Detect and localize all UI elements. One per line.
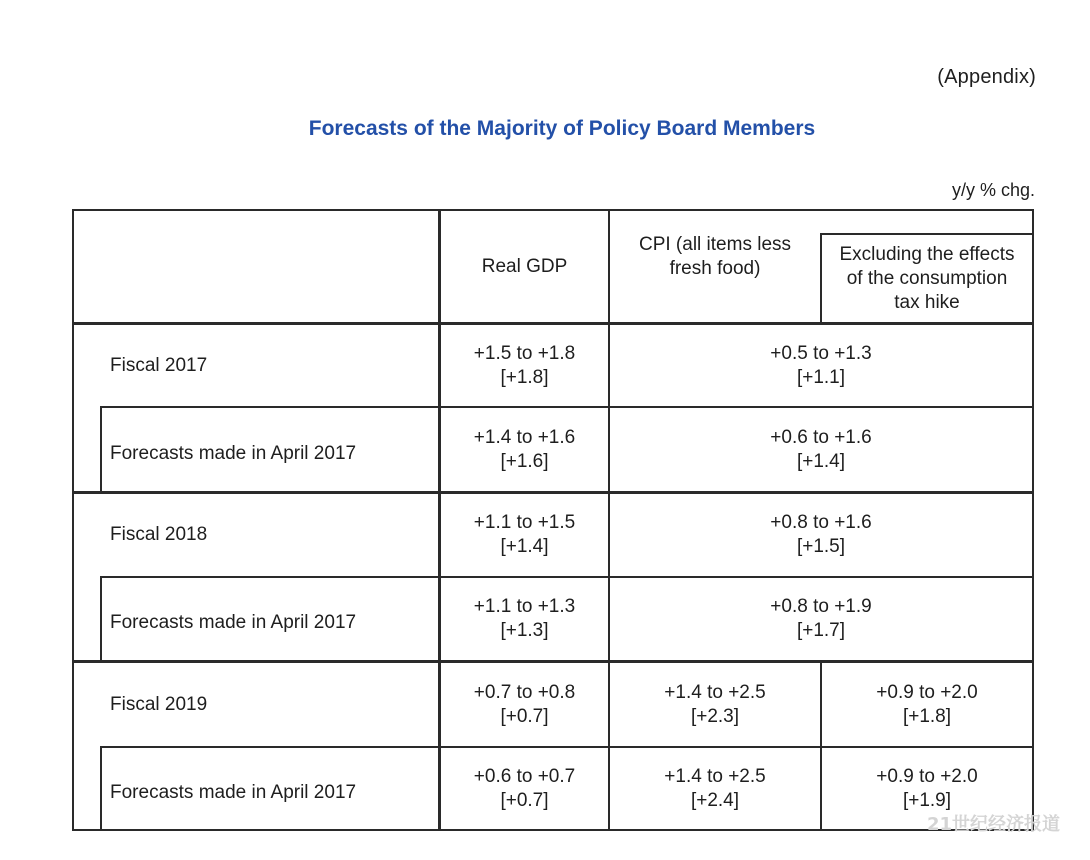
gdp-value: +1.1 to +1.3 [+1.3]	[473, 596, 576, 641]
excl-value: +0.9 to +2.0 [+1.8]	[876, 681, 978, 727]
row-label: Fiscal 2018	[110, 524, 208, 545]
row-label: Fiscal 2019	[110, 693, 208, 715]
forecast-table	[72, 209, 1034, 831]
excl-value: +0.9 to +2.0 [+1.9]	[876, 765, 978, 811]
table-border-left	[72, 209, 74, 831]
table-border-right	[1032, 209, 1034, 831]
cpi-value: +0.6 to +1.6 [+1.4]	[770, 426, 872, 472]
cpi-value: +0.8 to +1.6 [+1.5]	[770, 512, 872, 557]
cpi-value: +1.4 to +2.5 [+2.3]	[664, 681, 766, 727]
cpi-value: +1.4 to +2.5 [+2.4]	[664, 765, 766, 811]
header-real-gdp: Real GDP	[481, 255, 568, 277]
gdp-value: +1.1 to +1.5 [+1.4]	[473, 512, 576, 557]
watermark: 21世纪经济报道	[926, 814, 1060, 835]
row-label: Forecasts made in April 2017	[110, 442, 357, 464]
gdp-value: +0.7 to +0.8 [+0.7]	[473, 681, 576, 727]
row-label: Forecasts made in April 2017	[110, 781, 357, 803]
header-excl-tax-hike: Excluding the effects of the consumption tax hike	[839, 243, 1015, 313]
indent-rule	[100, 747, 102, 831]
header-cpi: CPI (all items less fresh food)	[638, 234, 792, 279]
page-title: Forecasts of the Majority of Policy Board Members	[308, 117, 816, 140]
indent-rule	[100, 577, 102, 662]
cpi-value: +0.8 to +1.9 [+1.7]	[770, 596, 872, 641]
cpi-value: +0.5 to +1.3 [+1.1]	[770, 342, 872, 388]
gdp-value: +1.5 to +1.8 [+1.8]	[473, 342, 576, 388]
indent-rule	[100, 407, 102, 493]
unit-label: y/y % chg.	[951, 180, 1035, 200]
appendix-label: (Appendix)	[937, 66, 1036, 88]
table-border-bottom	[72, 829, 1034, 831]
row-label: Fiscal 2017	[110, 354, 208, 376]
gdp-value: +1.4 to +1.6 [+1.6]	[473, 426, 576, 472]
row-label: Forecasts made in April 2017	[110, 612, 357, 633]
gdp-value: +0.6 to +0.7 [+0.7]	[473, 765, 576, 811]
